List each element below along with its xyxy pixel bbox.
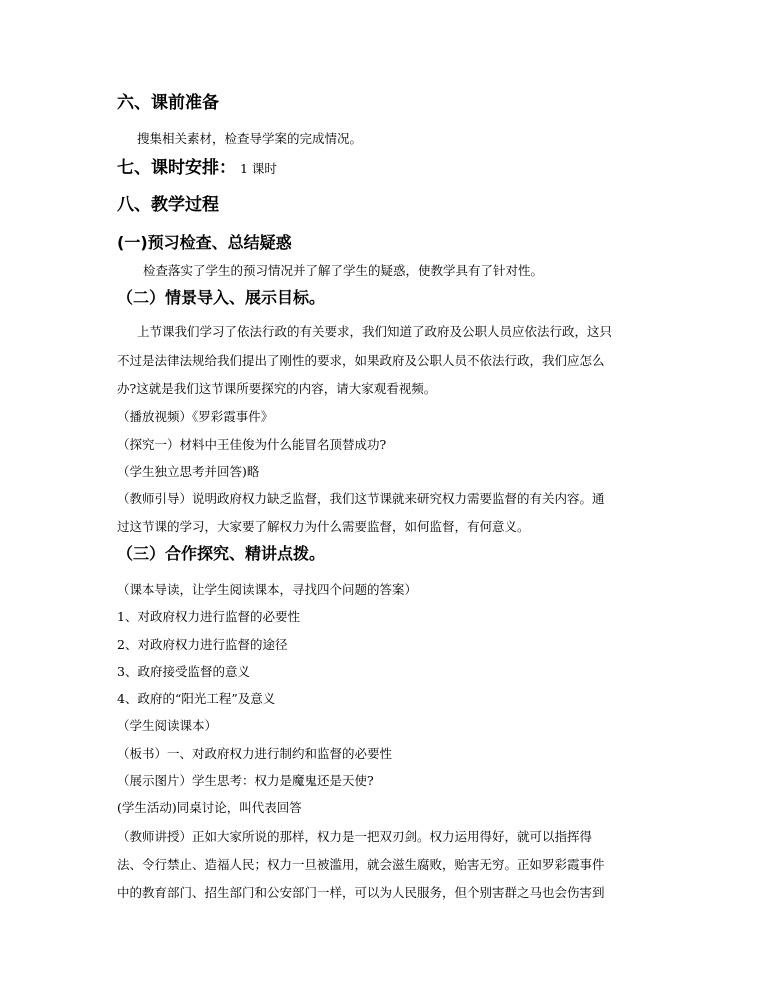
part1-text: 检查落实了学生的预习情况并了解了学生的疑惑，使教学具有了针对性。 (143, 263, 544, 278)
heading-teaching-process: 八、教学过程 (117, 195, 219, 215)
paragraph-line: (学生活动)同桌讨论，叫代表回答 (117, 800, 302, 815)
paragraph-line: （学生独立思考并回答)略 (117, 464, 260, 479)
heading-part3: （三）合作探究、精讲点拨。 (117, 544, 326, 563)
list-item: 1、对政府权力进行监督的必要性 (117, 609, 300, 624)
paragraph-line: （探究一）材料中王佳俊为什么能冒名顶替成功? (117, 437, 387, 452)
paragraph-line: （学生阅读课本） (117, 718, 218, 733)
heading-lesson-prep: 六、课前准备 (117, 93, 219, 113)
list-item: 2、对政府权力进行监督的途径 (117, 637, 288, 652)
paragraph-line: 办?这就是我们这节课所要探究的内容，请大家观看视频。 (117, 381, 437, 396)
heading-part2: （二）情景导入、展示目标。 (117, 288, 326, 307)
schedule-value: 1 课时 (240, 161, 277, 176)
heading-part1: (一)预习检查、总结疑惑 (117, 233, 292, 252)
heading-schedule (117, 157, 277, 180)
paragraph-line: 不过是法律法规给我们提出了刚性的要求，如果政府及公职人员不依法行政，我们应怎么 (117, 353, 605, 368)
paragraph-line: （课本导读，让学生阅读课本，寻找四个问题的答案） (117, 582, 418, 597)
lesson-prep-text: 搜集相关素材，检查导学案的完成情况。 (137, 131, 363, 146)
list-item: 4、政府的“阳光工程”及意义 (117, 691, 276, 706)
paragraph-line: （教师讲授）正如大家所说的那样，权力是一把双刃剑。权力运用得好，就可以指挥得 (117, 829, 593, 844)
list-item: 3、政府接受监督的意义 (117, 664, 250, 679)
paragraph-line: （播放视频）《罗彩霞事件》 (117, 409, 274, 424)
schedule-label: 七、课时安排： (117, 158, 236, 178)
paragraph-line: 中的教育部门、招生部门和公安部门一样，可以为人民服务，但个别害群之马也会伤害到 (117, 885, 605, 900)
paragraph-line: （教师引导）说明政府权力缺乏监督，我们这节课就来研究权力需要监督的有关内容。通 (117, 491, 605, 506)
paragraph-line: 上节课我们学习了依法行政的有关要求，我们知道了政府及公职人员应依法行政，这只 (137, 324, 613, 339)
paragraph-line: 过这节课的学习，大家要了解权力为什么需要监督，如何监督，有何意义。 (117, 519, 530, 534)
paragraph-line: （展示图片）学生思考：权力是魔鬼还是天使? (117, 773, 374, 788)
paragraph-line: （板书）一、对政府权力进行制约和监督的必要性 (117, 746, 393, 761)
paragraph-line: 法、令行禁止、造福人民；权力一旦被滥用，就会滋生腐败，贻害无穷。正如罗彩霞事件 (117, 857, 605, 872)
